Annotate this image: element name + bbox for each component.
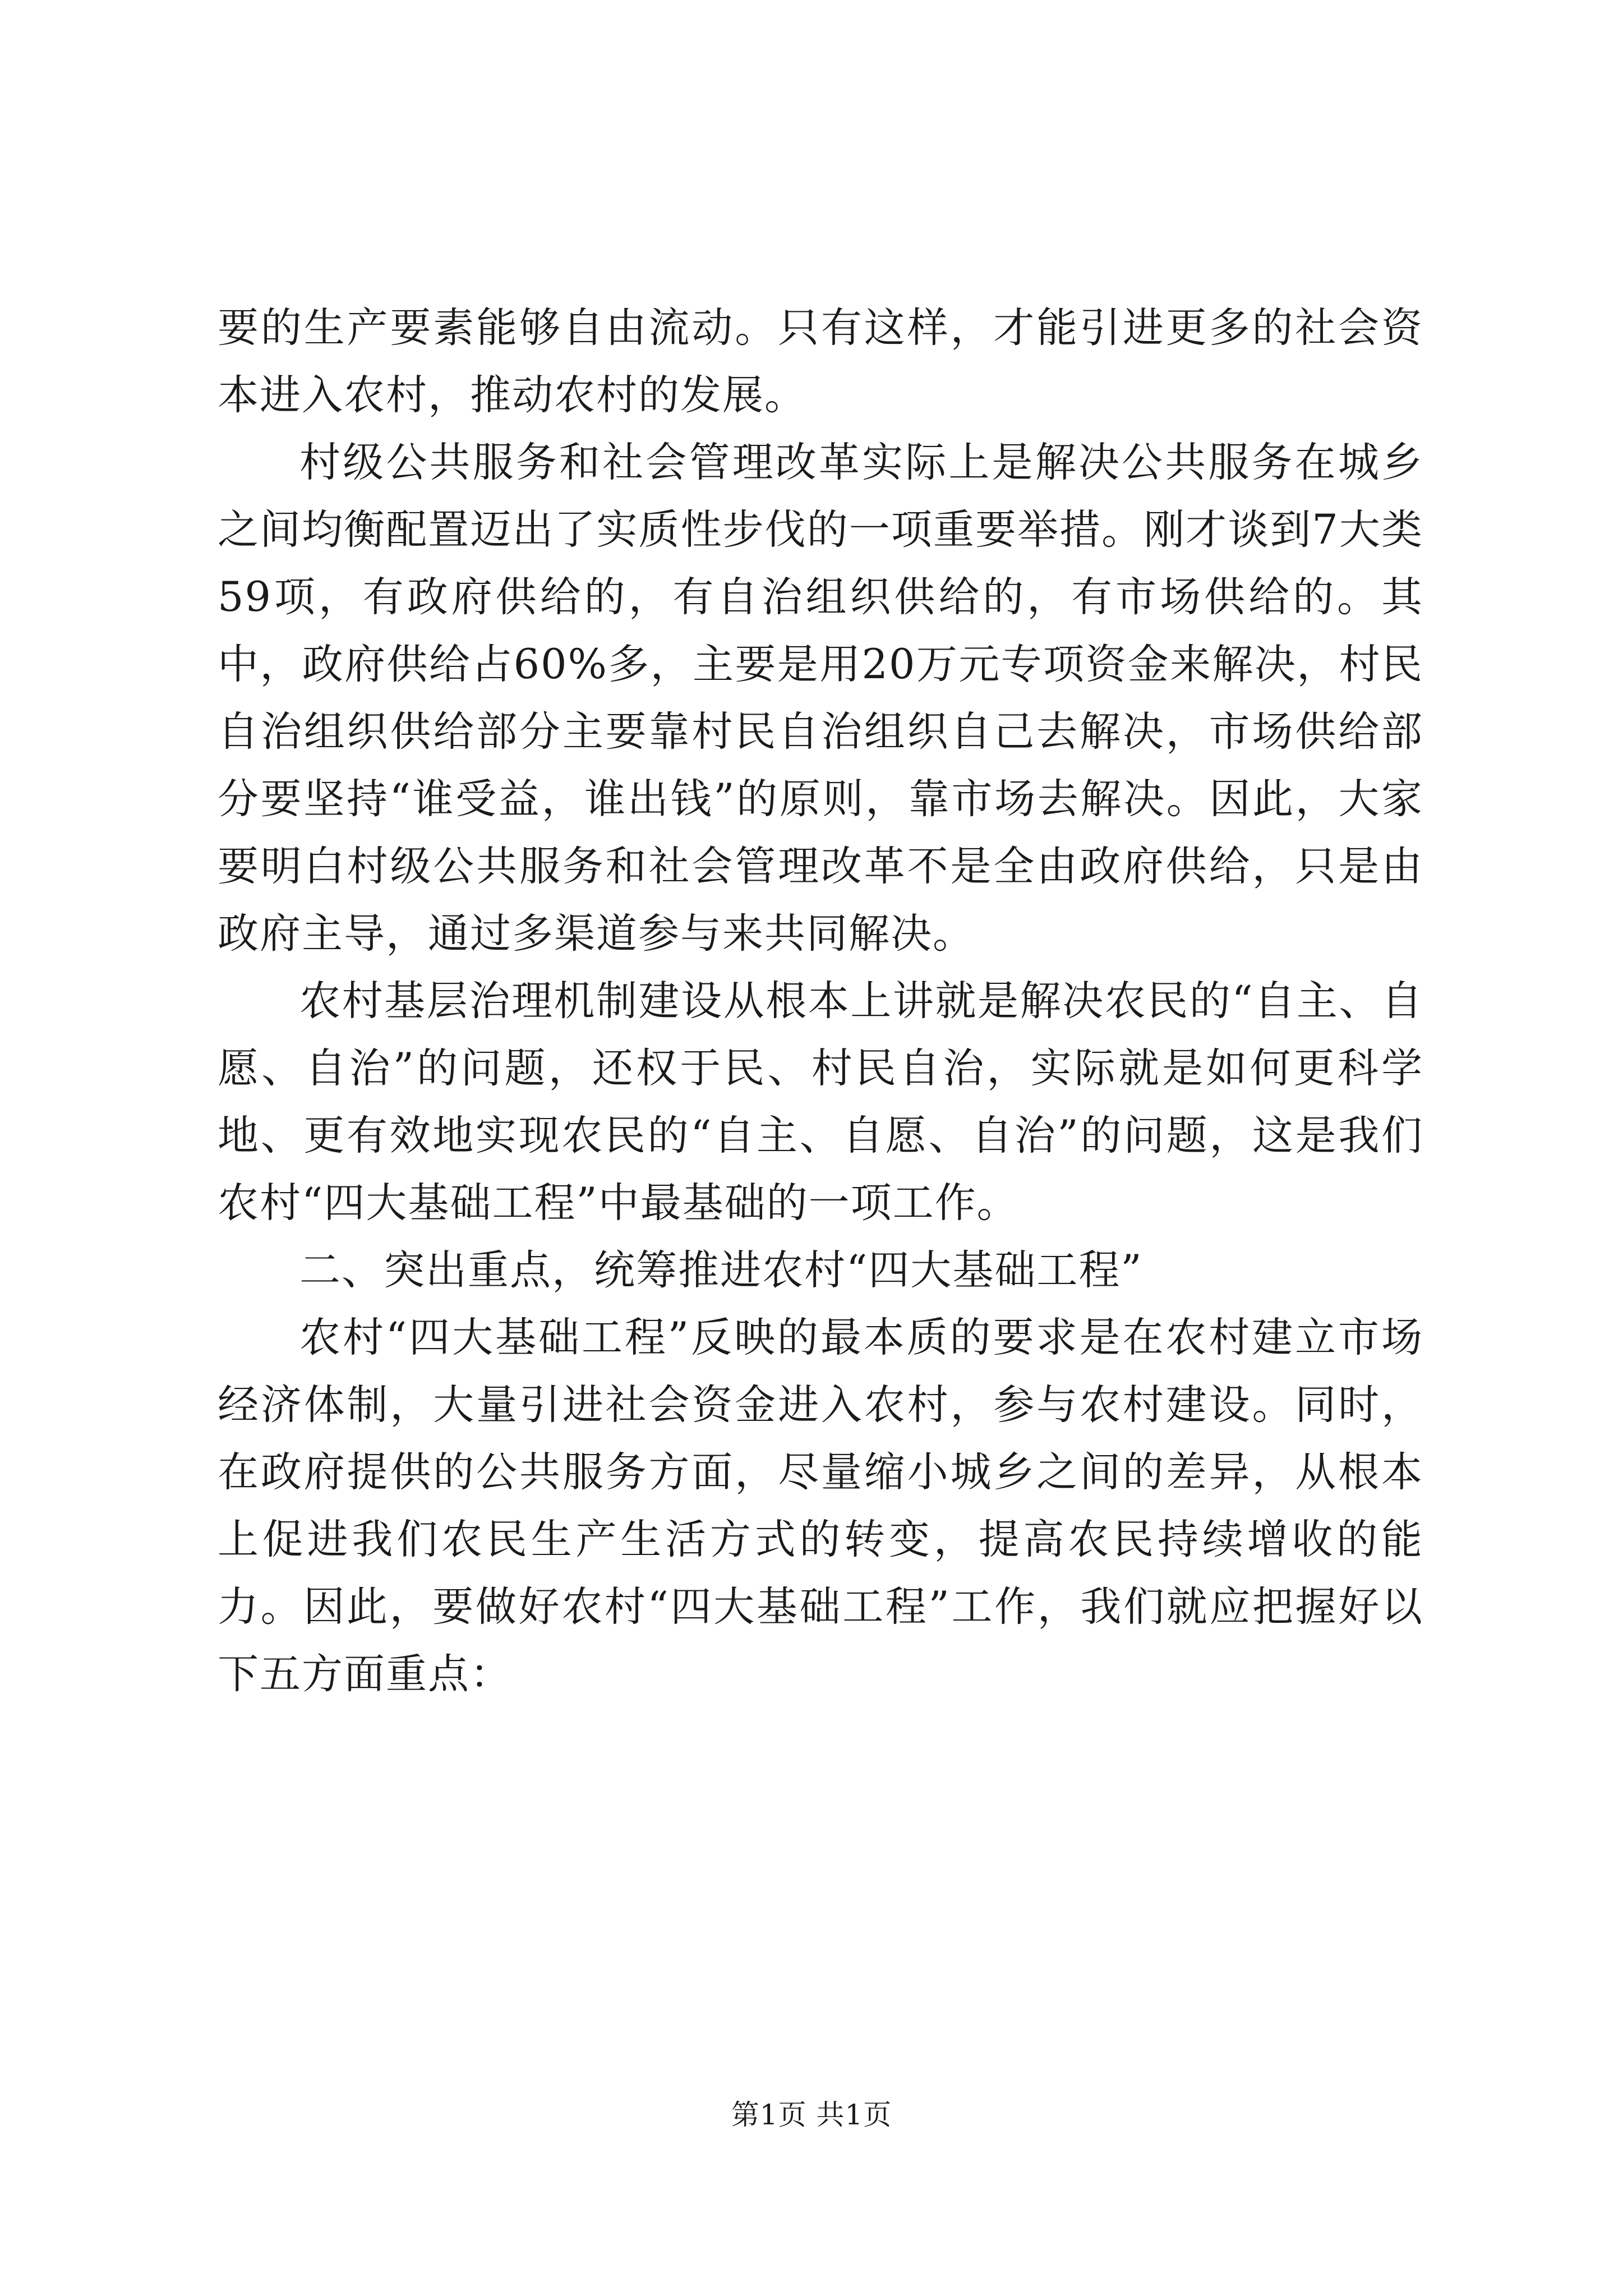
paragraph-3: 农村基层治理机制建设从根本上讲就是解决农民的“自主、自愿、自治”的问题，还权于民、村民自治，实际就是如何更科学地、更有效地实现农民的“自主、自愿、自治”的问题，这是我们农村“四大基础工程”中最基础的一项工作。 bbox=[218, 977, 1423, 1227]
paragraph-2: 村级公共服务和社会管理改革实际上是解决公共服务在城乡之间均衡配置迈出了实质性步伐的一项重要举措。刚才谈到7大类59项，有政府供给的，有自治组织供给的，有市场供给的。其中，政府供给占60%多，主要是用20万元专项资金来解决，村民自治组织供给部分主要靠村民自治组织自己去解决，市场供给部分要坚持“谁受益，谁出钱”的原则，靠市场去解决。因此，大家要明白村级公共服务和社会管理改革不是全由政府供给，只是由政府主导，通过多渠道参与来共同解决。 bbox=[218, 439, 1423, 958]
paragraph-1: 要的生产要素能够自由流动。只有这样，才能引进更多的社会资本进入农村，推动农村的发展。 bbox=[218, 304, 1423, 419]
paragraph-5: 农村“四大基础工程”反映的最本质的要求是在农村建立市场经济体制，大量引进社会资金进入农村，参与农村建设。同时，在政府提供的公共服务方面，尽量缩小城乡之间的差异，从根本上促进我们农民生产生活方式的转变，提高农民持续增收的能力。因此，要做好农村“四大基础工程”工作，我们就应把握好以下五方面重点： bbox=[218, 1314, 1423, 1698]
page-footer: 第1页 共1页 bbox=[731, 2099, 892, 2131]
section-heading: 二、突出重点，统筹推进农村“四大基础工程” bbox=[299, 1246, 1143, 1294]
document-body bbox=[218, 295, 1423, 1708]
